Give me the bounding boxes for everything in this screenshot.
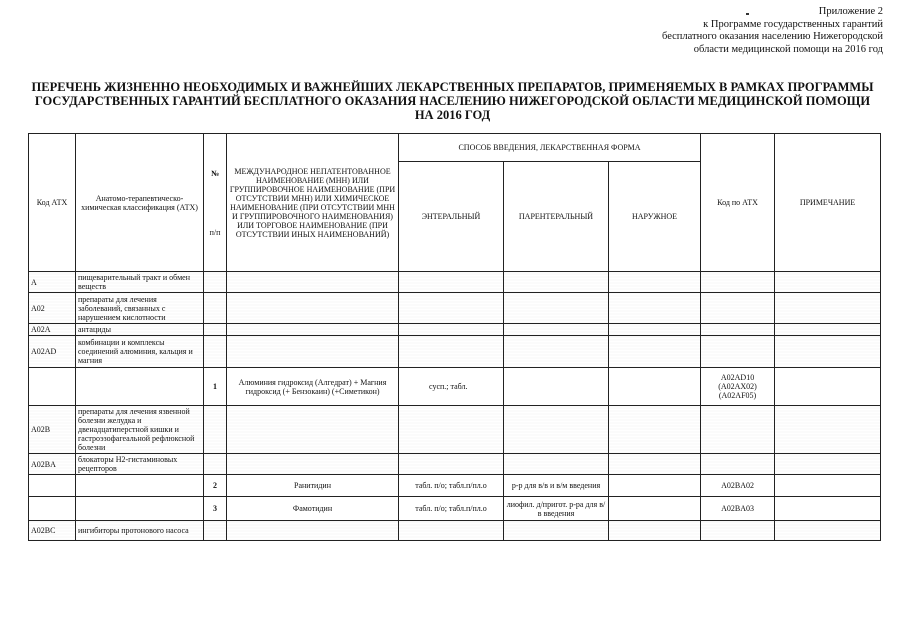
cell-atc-code bbox=[701, 521, 775, 541]
cell-parenteral: р-р для в/в и в/м введения bbox=[504, 475, 609, 497]
cell-code bbox=[29, 368, 76, 406]
cell-inn bbox=[227, 324, 399, 336]
cell-inn bbox=[227, 521, 399, 541]
table-row bbox=[29, 406, 881, 454]
cell-inn: Фамотидин bbox=[227, 497, 399, 521]
cell-atc-class bbox=[76, 497, 204, 521]
cell-external bbox=[609, 454, 701, 475]
cell-atc-class: антациды bbox=[76, 324, 204, 336]
cell-external bbox=[609, 293, 701, 324]
cell-inn bbox=[227, 272, 399, 293]
cell-number: 2 bbox=[204, 475, 227, 497]
appendix-header bbox=[662, 6, 883, 56]
cell-note bbox=[775, 368, 881, 406]
cell-external bbox=[609, 368, 701, 406]
cell-atc-code bbox=[701, 272, 775, 293]
cell-atc-class bbox=[76, 475, 204, 497]
cell-inn: Алюминия гидроксид (Алгедрат) + Магния гидроксид (+ Бензокаин) (+Симетикон) bbox=[227, 368, 399, 406]
cell-enteral bbox=[399, 336, 504, 368]
cell-atc-class: комбинации и комплексы соединений алюминия, кальция и магния bbox=[76, 336, 204, 368]
header-number bbox=[204, 134, 227, 272]
header-atc-class: Анатомо-терапевтическо-химическая классификация (АТХ) bbox=[76, 134, 204, 272]
cell-code: A02 bbox=[29, 293, 76, 324]
cell-code: A02BC bbox=[29, 521, 76, 541]
cell-parenteral bbox=[504, 272, 609, 293]
cell-note bbox=[775, 272, 881, 293]
cell-enteral bbox=[399, 293, 504, 324]
table-row bbox=[29, 336, 881, 368]
cell-atc-class bbox=[76, 368, 204, 406]
cell-number bbox=[204, 336, 227, 368]
cell-parenteral bbox=[504, 406, 609, 454]
cell-enteral bbox=[399, 406, 504, 454]
cell-number bbox=[204, 272, 227, 293]
cell-note bbox=[775, 324, 881, 336]
cell-parenteral bbox=[504, 368, 609, 406]
cell-number bbox=[204, 293, 227, 324]
header-code: Код АТХ bbox=[29, 134, 76, 272]
table-row bbox=[29, 475, 881, 497]
cell-code: A bbox=[29, 272, 76, 293]
cell-parenteral bbox=[504, 336, 609, 368]
appendix-line: к Программе государственных гарантий bbox=[703, 18, 883, 30]
appendix-line: Приложение 2 bbox=[818, 6, 883, 17]
header-external: НАРУЖНОЕ bbox=[609, 162, 701, 272]
cell-note bbox=[775, 497, 881, 521]
cell-code bbox=[29, 475, 76, 497]
cell-parenteral bbox=[504, 293, 609, 324]
cell-number bbox=[204, 454, 227, 475]
title-line: ГОСУДАРСТВЕННЫХ ГАРАНТИЙ БЕСПЛАТНОГО ОКАЗАНИЯ НАСЕЛЕНИЮ НИЖЕГОРОДСКОЙ ОБЛАСТИ МЕДИЦИНСКОЙ ПОМОЩИ bbox=[34, 94, 871, 108]
cell-note bbox=[775, 293, 881, 324]
header-number-top: № bbox=[210, 168, 220, 178]
table-row bbox=[29, 293, 881, 324]
cell-code: A02A bbox=[29, 324, 76, 336]
cell-code: A02B bbox=[29, 406, 76, 454]
drug-list-table bbox=[28, 133, 881, 541]
appendix-line: бесплатного оказания населению Нижегородской bbox=[661, 31, 883, 42]
cell-parenteral bbox=[504, 324, 609, 336]
cell-inn bbox=[227, 336, 399, 368]
cell-note bbox=[775, 406, 881, 454]
header-route-group: СПОСОБ ВВЕДЕНИЯ, ЛЕКАРСТВЕННАЯ ФОРМА bbox=[399, 134, 701, 162]
cell-code: A02BA bbox=[29, 454, 76, 475]
table-row bbox=[29, 272, 881, 293]
cell-number bbox=[204, 324, 227, 336]
header-inn: МЕЖДУНАРОДНОЕ НЕПАТЕНТОВАННОЕ НАИМЕНОВАНИЕ (МНН) ИЛИ ГРУППИРОВОЧНОЕ НАИМЕНОВАНИЕ (ПРИ ОТСУТСТВИИ МНН) ИЛИ ХИМИЧЕСКОЕ НАИМЕНОВАНИЕ (ПРИ ОТСУТСТВИИ МНН И ГРУППИРОВОЧНОГО НАИМЕНОВАНИЯ) ИЛИ ТОРГОВОЕ НАИМЕНОВАНИЕ (ПРИ ОТСУТСТВИИ ИНЫХ НАИМЕНОВАНИЙ) bbox=[227, 134, 399, 272]
cell-code: A02AD bbox=[29, 336, 76, 368]
appendix-line: области медицинской помощи на 2016 год bbox=[693, 43, 883, 55]
cell-enteral bbox=[399, 324, 504, 336]
cell-atc-class: препараты для лечения язвенной болезни желудка и двенадцатиперстной кишки и гастроэзофагеальной рефлюксной болезни bbox=[76, 406, 204, 454]
cell-atc-code: A02BA02 bbox=[701, 475, 775, 497]
header-parenteral: ПАРЕНТЕРАЛЬНЫЙ bbox=[504, 162, 609, 272]
cell-external bbox=[609, 406, 701, 454]
scan-speck bbox=[746, 13, 749, 15]
cell-parenteral: лиофил. д/пригот. р-ра для в/в введения bbox=[504, 497, 609, 521]
cell-atc-class: пищеварительный тракт и обмен веществ bbox=[76, 272, 204, 293]
cell-enteral bbox=[399, 521, 504, 541]
cell-code bbox=[29, 497, 76, 521]
table-row bbox=[29, 324, 881, 336]
title-line: НА 2016 ГОД bbox=[414, 108, 491, 122]
cell-enteral bbox=[399, 454, 504, 475]
cell-note bbox=[775, 336, 881, 368]
title-line: ПЕРЕЧЕНЬ ЖИЗНЕННО НЕОБХОДИМЫХ И ВАЖНЕЙШИХ ЛЕКАРСТВЕННЫХ ПРЕПАРАТОВ, ПРИМЕНЯЕМЫХ В РАМКАХ ПРОГРАММЫ bbox=[31, 80, 874, 94]
document-title bbox=[30, 80, 875, 122]
cell-inn: Ранитидин bbox=[227, 475, 399, 497]
cell-atc-code bbox=[701, 454, 775, 475]
cell-number: 3 bbox=[204, 497, 227, 521]
cell-external bbox=[609, 497, 701, 521]
cell-atc-code bbox=[701, 406, 775, 454]
cell-external bbox=[609, 272, 701, 293]
cell-atc-code bbox=[701, 293, 775, 324]
cell-atc-code: A02AD10 (A02AX02) (A02AF05) bbox=[701, 368, 775, 406]
table-row bbox=[29, 521, 881, 541]
cell-enteral: сусп.; табл. bbox=[399, 368, 504, 406]
cell-atc-code bbox=[701, 336, 775, 368]
cell-parenteral bbox=[504, 521, 609, 541]
cell-inn bbox=[227, 454, 399, 475]
cell-inn bbox=[227, 406, 399, 454]
header-number-bottom: п/п bbox=[209, 227, 221, 237]
table-row bbox=[29, 454, 881, 475]
cell-enteral bbox=[399, 272, 504, 293]
cell-atc-class: ингибиторы протонового насоса bbox=[76, 521, 204, 541]
cell-atc-code bbox=[701, 324, 775, 336]
table-row bbox=[29, 497, 881, 521]
cell-atc-code: A02BA03 bbox=[701, 497, 775, 521]
cell-note bbox=[775, 521, 881, 541]
cell-external bbox=[609, 521, 701, 541]
cell-external bbox=[609, 324, 701, 336]
table-row bbox=[29, 368, 881, 406]
cell-atc-class: препараты для лечения заболеваний, связанных с нарушением кислотности bbox=[76, 293, 204, 324]
cell-note bbox=[775, 475, 881, 497]
header-note: ПРИМЕЧАНИЕ bbox=[775, 134, 881, 272]
header-enteral: ЭНТЕРАЛЬНЫЙ bbox=[399, 162, 504, 272]
cell-number: 1 bbox=[204, 368, 227, 406]
cell-inn bbox=[227, 293, 399, 324]
cell-number bbox=[204, 521, 227, 541]
cell-parenteral bbox=[504, 454, 609, 475]
cell-note bbox=[775, 454, 881, 475]
cell-external bbox=[609, 475, 701, 497]
cell-enteral: табл. п/о; табл.п/пл.о bbox=[399, 497, 504, 521]
cell-atc-class: блокаторы Н2-гистаминовых рецепторов bbox=[76, 454, 204, 475]
cell-enteral: табл. п/о; табл.п/пл.о bbox=[399, 475, 504, 497]
cell-external bbox=[609, 336, 701, 368]
cell-number bbox=[204, 406, 227, 454]
header-atc-code: Код по АТХ bbox=[701, 134, 775, 272]
